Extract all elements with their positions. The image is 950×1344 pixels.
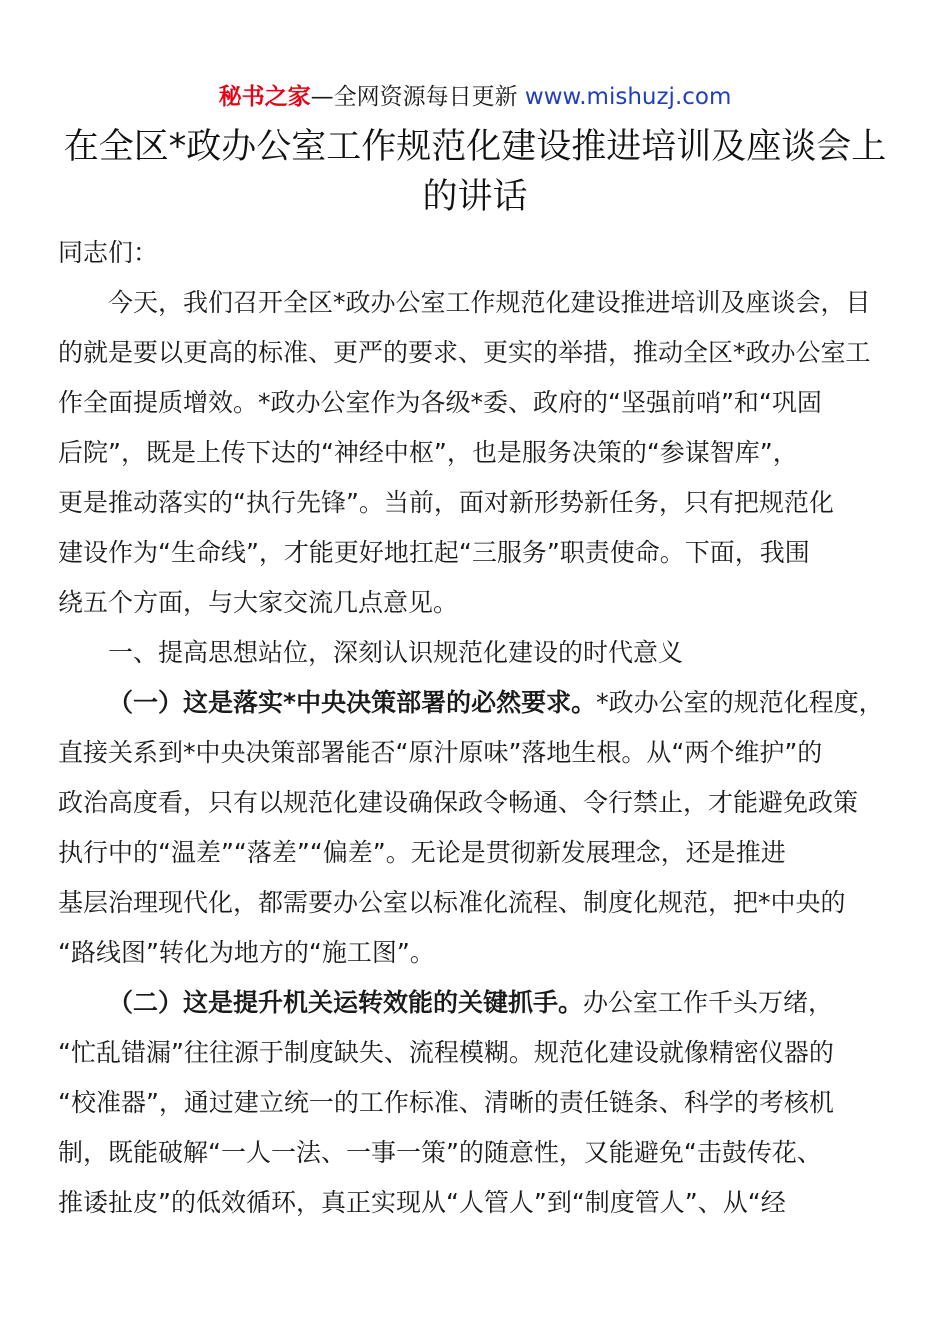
paragraph-line: 绕五个方面，与大家交流几点意见。 [58, 588, 459, 617]
paragraph-line: 更是推动落实的“执行先锋”。当前，面对新形势新任务，只有把规范化 [58, 488, 834, 517]
salutation: 同志们： [58, 238, 159, 267]
site-header [0, 80, 950, 114]
paragraph-line: 后院”，既是上传下达的“神经中枢”，也是服务决策的“参谋智库”， [58, 438, 798, 467]
paragraph-line: “校准器”，通过建立统一的工作标准、清晰的责任链条、科学的考核机 [58, 1088, 834, 1117]
header-tagline: —全网资源每日更新 [310, 84, 525, 110]
point-heading: （二）这是提升机关运转效能的关键抓手。 [108, 988, 584, 1017]
point-one-paragraph [58, 678, 898, 978]
paragraph-line: 建设作为“生命线”，才能更好地扛起“三服务”职责使命。下面，我围 [58, 538, 810, 567]
section-heading: 一、提高思想站位，深刻认识规范化建设的时代意义 [108, 638, 684, 667]
paragraph-line [58, 978, 898, 1028]
paragraph-line: 基层治理现代化，都需要办公室以标准化流程、制度化规范，把*中央的 [58, 888, 846, 917]
paragraph-text: 办公室工作千头万绪， [583, 988, 834, 1017]
site-url-link[interactable]: www.mishuzj.com [524, 84, 732, 110]
paragraph-line: 作全面提质增效。*政办公室作为各级*委、政府的“坚强前哨”和“巩固 [58, 388, 822, 417]
point-two-paragraph [58, 978, 898, 1228]
document-body [58, 228, 898, 1228]
paragraph-text: *政办公室的规范化程度， [596, 688, 884, 717]
title-line-1: 在全区*政办公室工作规范化建设推进培训及座谈会上 [63, 127, 887, 167]
paragraph-line: 今天，我们召开全区*政办公室工作规范化建设推进培训及座谈会，目 [108, 288, 871, 317]
document-title [50, 122, 900, 222]
paragraph-line [58, 678, 898, 728]
paragraph-line: 直接关系到*中央决策部署能否“原汁原味”落地生根。从“两个维护”的 [58, 738, 823, 767]
paragraph-line: 推诿扯皮”的低效循环，真正实现从“人管人”到“制度管人”、从“经 [58, 1188, 786, 1217]
point-heading: （一）这是落实*中央决策部署的必然要求。 [108, 688, 597, 717]
paragraph-line: “路线图”转化为地方的“施工图”。 [58, 938, 435, 967]
brand-name: 秘书之家 [218, 84, 311, 110]
paragraph-line: 执行中的“温差”“落差”“偏差”。无论是贯彻新发展理念，还是推进 [58, 838, 786, 867]
paragraph-line: 的就是要以更高的标准、更严的要求、更实的举措，推动全区*政办公室工 [58, 338, 871, 367]
intro-paragraph [58, 278, 898, 628]
paragraph-line: 政治高度看，只有以规范化建设确保政令畅通、令行禁止，才能避免政策 [58, 788, 859, 817]
title-line-2: 的讲话 [422, 177, 528, 217]
paragraph-line: “忙乱错漏”往往源于制度缺失、流程模糊。规范化建设就像精密仪器的 [58, 1038, 834, 1067]
paragraph-line: 制，既能破解“一人一法、一事一策”的随意性，又能避免“击鼓传花、 [58, 1138, 822, 1167]
